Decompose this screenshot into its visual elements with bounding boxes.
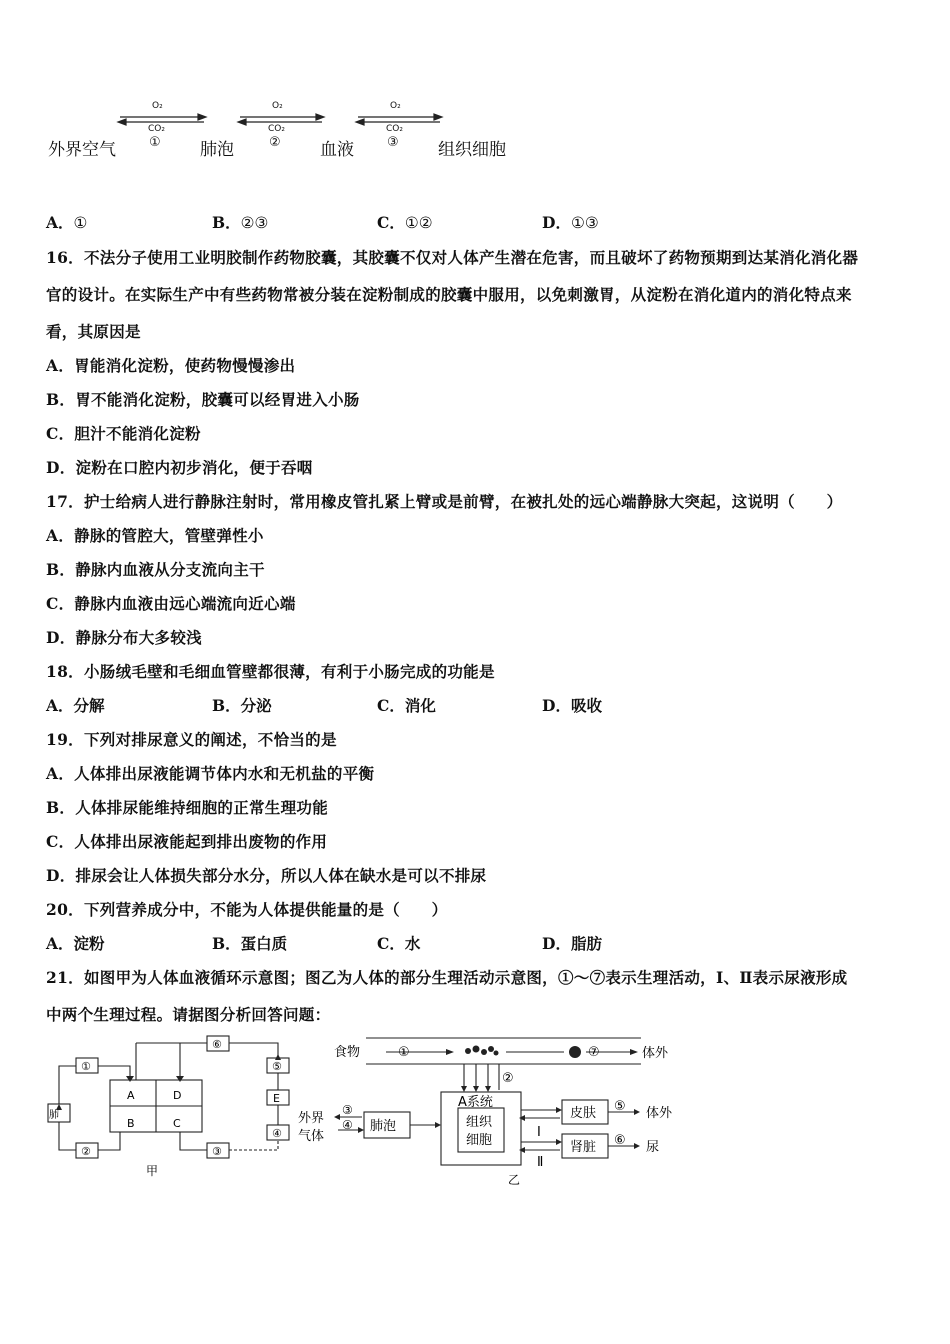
q19-stem: 19．下列对排尿意义的阐述，不恰当的是 xyxy=(46,730,337,749)
q15-option-b[interactable]: B．②③ xyxy=(212,213,269,232)
outside-label-1: 体外 xyxy=(642,1046,669,1061)
chamber-b: B xyxy=(127,1117,135,1130)
skin-label: 皮肤 xyxy=(570,1106,597,1121)
q16-option-d[interactable]: D．淀粉在口腔内初步消化，便于吞咽 xyxy=(46,458,313,477)
chamber-c: C xyxy=(173,1117,181,1130)
label-tissue-cells: 组织细胞 xyxy=(438,140,506,160)
co2-label-1: CO₂ xyxy=(148,124,165,134)
q20-stem: 20．下列营养成分中，不能为人体提供能量的是（ ） xyxy=(46,900,448,919)
jia-num-2: ② xyxy=(81,1145,91,1158)
q20-option-d[interactable]: D．脂肪 xyxy=(542,934,602,953)
figure-jia-circulation xyxy=(40,1030,300,1180)
q19-option-b[interactable]: B．人体排尿能维持细胞的正常生理功能 xyxy=(46,798,329,817)
q16-option-c[interactable]: C．胆汁不能消化淀粉 xyxy=(46,424,201,443)
q20-option-a[interactable]: A．淀粉 xyxy=(46,934,105,953)
outside-label-2: 体外 xyxy=(646,1106,673,1121)
tissue-label-line-2: 细胞 xyxy=(466,1133,493,1148)
chamber-a: A xyxy=(127,1089,135,1102)
jia-num-5: ⑤ xyxy=(272,1060,282,1073)
jia-num-3: ③ xyxy=(212,1145,222,1158)
q15-option-a[interactable]: A．① xyxy=(46,213,88,232)
yi-num-4: ④ xyxy=(342,1118,353,1132)
q17-stem: 17．护士给病人进行静脉注射时，常用橡皮管扎紧上臂或是前臂，在被扎处的远心端静脉大突起，这说明（ ） xyxy=(46,492,843,511)
system-a-label: A系统 xyxy=(458,1095,493,1110)
food-label: 食物 xyxy=(334,1045,361,1060)
q15-option-d[interactable]: D．①③ xyxy=(542,213,599,232)
q17-option-c[interactable]: C．静脉内血液由远心端流向近心端 xyxy=(46,594,296,613)
figure-yi-physiology xyxy=(296,1030,686,1190)
q21-stem-line-2: 中两个生理过程。请据图分析回答问题： xyxy=(46,1005,331,1024)
q16-stem-line-1: 16．不法分子使用工业明胶制作药物胶囊，其胶囊不仅对人体产生潜在危害，而且破坏了药物预期到达某消化消化器 xyxy=(46,248,859,267)
jia-num-1: ① xyxy=(81,1060,91,1073)
q19-option-c[interactable]: C．人体排出尿液能起到排出废物的作用 xyxy=(46,832,328,851)
co2-label-3: CO₂ xyxy=(386,124,403,134)
roman-1: Ⅰ xyxy=(537,1125,541,1140)
q19-option-a[interactable]: A．人体排出尿液能调节体内水和无机盐的平衡 xyxy=(46,764,375,783)
yi-num-7: ⑦ xyxy=(588,1045,600,1060)
label-blood: 血液 xyxy=(320,140,354,160)
q17-option-a[interactable]: A．静脉的管腔大，管壁弹性小 xyxy=(46,526,264,545)
q18-option-c[interactable]: C．消化 xyxy=(377,696,436,715)
q18-option-b[interactable]: B．分泌 xyxy=(212,696,272,715)
yi-caption: 乙 xyxy=(508,1173,521,1187)
yi-num-3: ③ xyxy=(342,1103,353,1117)
yi-num-1: ① xyxy=(398,1045,410,1060)
q17-option-d[interactable]: D．静脉分布大多较浅 xyxy=(46,628,202,647)
kidney-label: 肾脏 xyxy=(570,1140,597,1155)
q21-stem-line-1: 21．如图甲为人体血液循环示意图；图乙为人体的部分生理活动示意图，①～⑦表示生理活动，Ⅰ、Ⅱ表示尿液形成 xyxy=(46,968,848,987)
q16-option-b[interactable]: B．胃不能消化淀粉，胶囊可以经胃进入小肠 xyxy=(46,390,360,409)
air-label-line-2: 气体 xyxy=(298,1129,325,1144)
q20-option-b[interactable]: B．蛋白质 xyxy=(212,934,288,953)
label-outside-air: 外界空气 xyxy=(48,140,116,160)
q18-stem: 18．小肠绒毛壁和毛细血管壁都很薄，有利于小肠完成的功能是 xyxy=(46,662,495,681)
tissue-label-line-1: 组织 xyxy=(466,1115,493,1130)
q16-stem-line-2: 官的设计。在实际生产中有些药物常被分装在淀粉制成的胶囊中服用，以免刺激胃，从淀粉在消化道内的消化特点来 xyxy=(46,285,852,304)
urine-label: 尿 xyxy=(646,1140,660,1155)
chamber-d: D xyxy=(173,1089,182,1102)
air-label-line-1: 外界 xyxy=(298,1111,325,1126)
jia-e: E xyxy=(273,1092,280,1105)
o2-label-3: O₂ xyxy=(390,101,401,111)
lung-label: 肺 xyxy=(49,1110,59,1121)
q18-option-d[interactable]: D．吸收 xyxy=(542,696,602,715)
q17-option-b[interactable]: B．静脉内血液从分支流向主干 xyxy=(46,560,265,579)
yi-num-5: ⑤ xyxy=(614,1099,626,1114)
jia-num-4: ④ xyxy=(272,1127,282,1140)
gas-exchange-diagram xyxy=(40,95,520,170)
yi-num-6: ⑥ xyxy=(614,1133,626,1148)
jia-caption: 甲 xyxy=(146,1164,159,1178)
q19-option-d[interactable]: D．排尿会让人体损失部分水分，所以人体在缺水是可以不排尿 xyxy=(46,866,487,885)
q16-option-a[interactable]: A．胃能消化淀粉，使药物慢慢渗出 xyxy=(46,356,296,375)
label-alveoli: 肺泡 xyxy=(200,140,234,160)
q15-option-c[interactable]: C．①② xyxy=(377,213,433,232)
step-3: ③ xyxy=(387,135,399,150)
yi-num-2: ② xyxy=(502,1071,514,1086)
q18-option-a[interactable]: A．分解 xyxy=(46,696,105,715)
q16-stem-line-3: 看，其原因是 xyxy=(46,322,141,341)
alveoli-label: 肺泡 xyxy=(370,1119,397,1134)
q20-option-c[interactable]: C．水 xyxy=(377,934,421,953)
o2-label-2: O₂ xyxy=(272,101,283,111)
step-1: ① xyxy=(149,135,161,150)
jia-num-6: ⑥ xyxy=(212,1038,222,1051)
step-2: ② xyxy=(269,135,281,150)
co2-label-2: CO₂ xyxy=(268,124,285,134)
o2-label-1: O₂ xyxy=(152,101,163,111)
roman-2: Ⅱ xyxy=(537,1155,544,1170)
